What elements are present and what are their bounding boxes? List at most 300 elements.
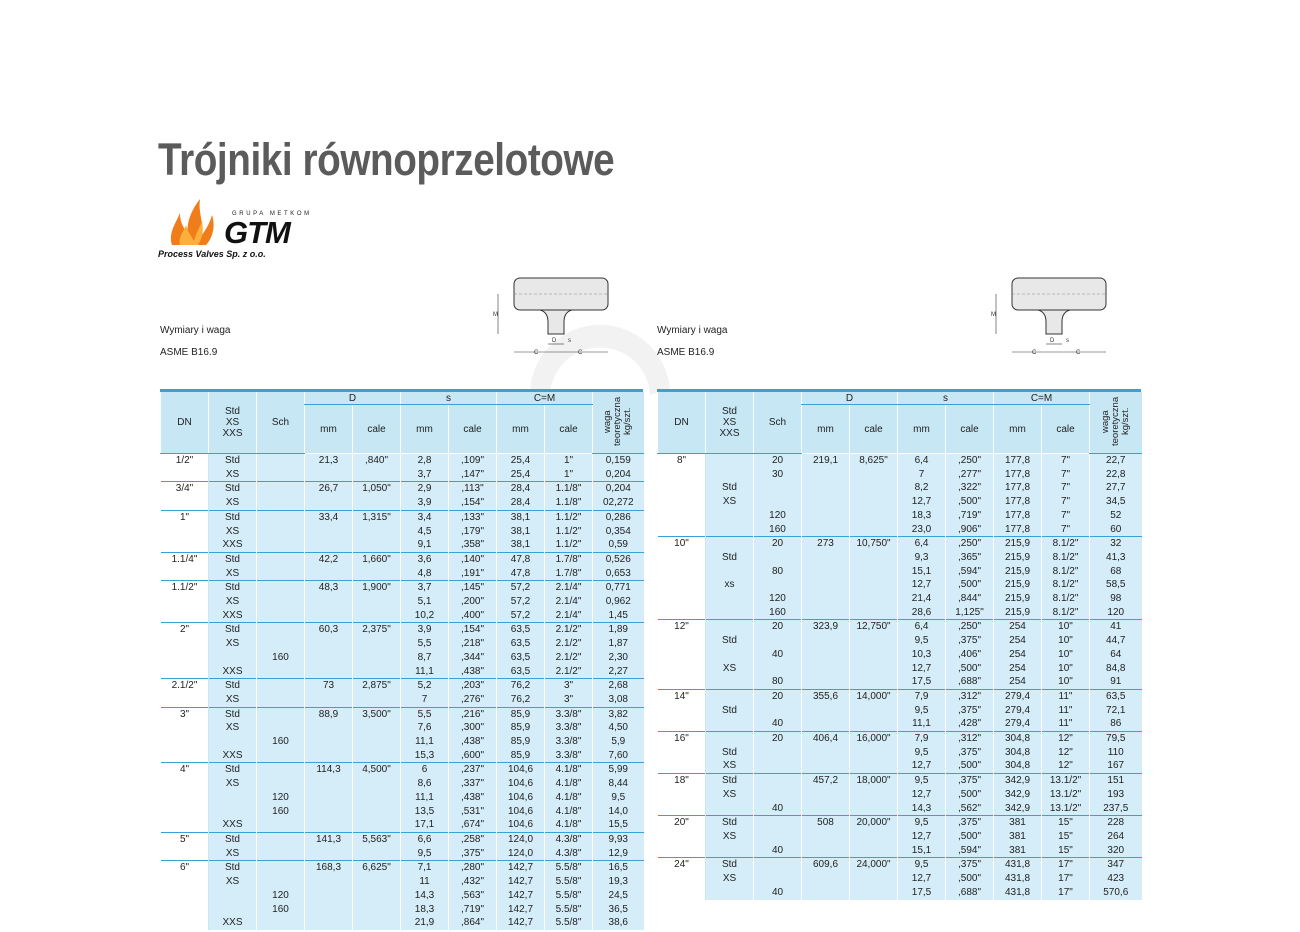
cell-sch xyxy=(257,510,305,524)
cell-cm-mm: 215,9 xyxy=(994,537,1042,551)
cell-s-mm: 17,5 xyxy=(898,675,946,689)
cell-s-cale: ,216" xyxy=(449,707,497,721)
cell-dn: 1.1/2" xyxy=(161,581,209,623)
cell-sch xyxy=(754,746,802,760)
cell-s-mm: 8,7 xyxy=(401,651,449,665)
cell-d-cale xyxy=(850,634,898,648)
cell-s-cale: ,140" xyxy=(449,552,497,566)
flame-icon xyxy=(166,193,226,249)
table-row xyxy=(658,592,1142,606)
cell-d-cale xyxy=(850,886,898,900)
cell-sch xyxy=(257,525,305,539)
cell-cm-cale: 1.1/8" xyxy=(545,482,593,496)
table-row xyxy=(161,875,644,889)
cell-d-mm xyxy=(802,592,850,606)
cell-d-mm xyxy=(802,565,850,579)
cell-std-class: XS xyxy=(209,525,257,539)
cell-dn: 2.1/2" xyxy=(161,679,209,707)
cell-sch xyxy=(257,609,305,623)
cell-sch xyxy=(257,552,305,566)
cell-cm-mm: 304,8 xyxy=(994,746,1042,760)
cell-std-class xyxy=(706,592,754,606)
cell-cm-mm: 431,8 xyxy=(994,872,1042,886)
cell-sch: 20 xyxy=(754,732,802,746)
cell-std-class: Std xyxy=(706,551,754,565)
cell-d-mm xyxy=(305,637,353,651)
cell-d-mm xyxy=(802,872,850,886)
diagram-m-label: M xyxy=(991,312,996,318)
cell-s-cale: ,280" xyxy=(449,861,497,875)
diagram-c-label-2: C xyxy=(1076,350,1081,356)
cell-d-mm: 88,9 xyxy=(305,707,353,721)
cell-s-mm: 3,9 xyxy=(401,496,449,510)
cell-d-cale xyxy=(353,916,401,930)
cell-cm-cale: 1.7/8" xyxy=(545,567,593,581)
cell-cm-cale: 1.1/2" xyxy=(545,510,593,524)
cell-weight: 24,5 xyxy=(593,889,644,903)
table-row xyxy=(658,537,1142,551)
cell-cm-mm: 57,2 xyxy=(497,581,545,595)
cell-s-cale: ,500" xyxy=(946,662,994,676)
cell-weight: 228 xyxy=(1090,816,1142,830)
cell-s-cale: ,438" xyxy=(449,735,497,749)
cell-cm-cale: 2.1/4" xyxy=(545,609,593,623)
table-row xyxy=(161,496,644,510)
cell-weight: 63,5 xyxy=(1090,689,1142,703)
cell-std-class: Std xyxy=(209,510,257,524)
cell-d-mm xyxy=(802,662,850,676)
cell-sch xyxy=(257,749,305,763)
table-row xyxy=(658,816,1142,830)
cell-weight: 7,60 xyxy=(593,749,644,763)
cell-s-cale: ,375" xyxy=(946,704,994,718)
cell-cm-cale: 7" xyxy=(1042,509,1090,523)
cell-cm-mm: 85,9 xyxy=(497,749,545,763)
cell-cm-mm: 124,0 xyxy=(497,847,545,861)
cell-weight: 2,30 xyxy=(593,651,644,665)
cell-d-mm xyxy=(802,634,850,648)
cell-std-class xyxy=(706,717,754,731)
cell-weight: 2,68 xyxy=(593,679,644,693)
cell-d-mm xyxy=(305,595,353,609)
cell-s-cale: ,400" xyxy=(449,609,497,623)
cell-std-class: Std xyxy=(209,832,257,846)
cell-s-cale: ,133" xyxy=(449,510,497,524)
cell-cm-cale: 13.1/2" xyxy=(1042,802,1090,816)
cell-sch xyxy=(754,704,802,718)
cell-s-cale: ,375" xyxy=(946,746,994,760)
cell-dn: 1" xyxy=(161,510,209,552)
table-row xyxy=(161,903,644,917)
cell-std-class xyxy=(706,565,754,579)
table-row xyxy=(658,830,1142,844)
cell-sch xyxy=(257,637,305,651)
cell-sch: 40 xyxy=(754,717,802,731)
cell-d-mm xyxy=(305,721,353,735)
table-row xyxy=(658,704,1142,718)
cell-d-cale: 10,750" xyxy=(850,537,898,551)
cell-s-cale: ,365" xyxy=(946,551,994,565)
header-dn: DN xyxy=(658,392,706,454)
cell-cm-cale: 1.1/2" xyxy=(545,525,593,539)
cell-std-class xyxy=(706,523,754,537)
cell-d-cale xyxy=(353,889,401,903)
cell-weight: 64 xyxy=(1090,648,1142,662)
cell-s-mm: 6,4 xyxy=(898,537,946,551)
cell-d-mm xyxy=(305,916,353,930)
cell-cm-mm: 76,2 xyxy=(497,679,545,693)
cell-d-cale: 4,500" xyxy=(353,763,401,777)
cell-cm-cale: 11" xyxy=(1042,717,1090,731)
cell-weight: 0,653 xyxy=(593,567,644,581)
cell-weight: 167 xyxy=(1090,759,1142,773)
cell-sch: 80 xyxy=(754,565,802,579)
cell-weight: 22,7 xyxy=(1090,454,1142,468)
cell-sch xyxy=(257,763,305,777)
cell-weight: 60 xyxy=(1090,523,1142,537)
header-s-cale: cale xyxy=(449,405,497,454)
cell-s-cale: ,322" xyxy=(946,481,994,495)
cell-s-mm: 3,6 xyxy=(401,552,449,566)
cell-std-class: XS xyxy=(209,693,257,707)
cell-cm-mm: 177,8 xyxy=(994,523,1042,537)
cell-weight: 4,50 xyxy=(593,721,644,735)
cell-d-cale: 3,500" xyxy=(353,707,401,721)
cell-d-mm xyxy=(305,805,353,819)
cell-cm-mm: 381 xyxy=(994,816,1042,830)
cell-dn: 8" xyxy=(658,454,706,537)
cell-cm-cale: 4.1/8" xyxy=(545,777,593,791)
cell-sch: 160 xyxy=(257,735,305,749)
cell-d-mm xyxy=(305,735,353,749)
cell-sch: 40 xyxy=(754,886,802,900)
cell-cm-cale: 12" xyxy=(1042,746,1090,760)
cell-weight: 41,3 xyxy=(1090,551,1142,565)
cell-weight: 16,5 xyxy=(593,861,644,875)
cell-cm-cale: 8.1/2" xyxy=(1042,592,1090,606)
cell-d-mm xyxy=(802,844,850,858)
cell-cm-cale: 8.1/2" xyxy=(1042,551,1090,565)
cell-cm-cale: 1.1/8" xyxy=(545,496,593,510)
cell-cm-cale: 3.3/8" xyxy=(545,707,593,721)
cell-d-cale xyxy=(850,746,898,760)
cell-s-mm: 5,2 xyxy=(401,679,449,693)
cell-cm-cale: 10" xyxy=(1042,634,1090,648)
cell-s-mm: 5,1 xyxy=(401,595,449,609)
cell-s-mm: 6,4 xyxy=(898,620,946,634)
cell-cm-cale: 4.3/8" xyxy=(545,847,593,861)
cell-sch xyxy=(754,759,802,773)
cell-weight: 570,6 xyxy=(1090,886,1142,900)
table-row xyxy=(161,595,644,609)
table-row xyxy=(658,662,1142,676)
cell-s-cale: ,250" xyxy=(946,537,994,551)
cell-cm-cale: 4.1/8" xyxy=(545,763,593,777)
cell-sch xyxy=(257,567,305,581)
cell-cm-cale: 4.3/8" xyxy=(545,832,593,846)
cell-d-cale: 8,625" xyxy=(850,454,898,468)
cell-cm-mm: 381 xyxy=(994,830,1042,844)
cell-s-mm: 15,1 xyxy=(898,565,946,579)
cell-weight: 0,59 xyxy=(593,538,644,552)
cell-s-cale: ,375" xyxy=(946,816,994,830)
cell-sch xyxy=(754,551,802,565)
cell-weight: 38,6 xyxy=(593,916,644,930)
cell-s-mm: 13,5 xyxy=(401,805,449,819)
cell-s-mm: 11,1 xyxy=(898,717,946,731)
table-row xyxy=(658,759,1142,773)
cell-s-cale: ,562" xyxy=(946,802,994,816)
cell-s-cale: ,191" xyxy=(449,567,497,581)
cell-cm-mm: 63,5 xyxy=(497,651,545,665)
cell-std-class xyxy=(209,735,257,749)
cell-cm-cale: 17" xyxy=(1042,886,1090,900)
cell-d-mm xyxy=(305,791,353,805)
table-row xyxy=(161,525,644,539)
cell-weight: 22,8 xyxy=(1090,468,1142,482)
cell-sch xyxy=(754,858,802,872)
header-s: s xyxy=(898,392,994,405)
cell-weight: 2,27 xyxy=(593,665,644,679)
cell-sch: 40 xyxy=(754,844,802,858)
cell-cm-cale: 13.1/2" xyxy=(1042,774,1090,788)
header-cm-cale: cale xyxy=(545,405,593,454)
cell-sch: 160 xyxy=(754,523,802,537)
cell-d-mm xyxy=(802,551,850,565)
cell-weight: 0,354 xyxy=(593,525,644,539)
cell-s-cale: ,688" xyxy=(946,675,994,689)
diagram-c-label-2: C xyxy=(578,350,583,356)
cell-cm-cale: 10" xyxy=(1042,662,1090,676)
cell-std-class: XXS xyxy=(209,916,257,930)
cell-std-class xyxy=(706,844,754,858)
cell-weight: 27,7 xyxy=(1090,481,1142,495)
cell-dn: 3" xyxy=(161,707,209,763)
table-row xyxy=(161,805,644,819)
cell-s-mm: 5,5 xyxy=(401,707,449,721)
cell-cm-cale: 1.7/8" xyxy=(545,552,593,566)
cell-d-mm xyxy=(802,717,850,731)
cell-cm-mm: 431,8 xyxy=(994,886,1042,900)
cell-cm-mm: 215,9 xyxy=(994,592,1042,606)
cell-d-cale xyxy=(850,578,898,592)
cell-s-mm: 9,5 xyxy=(898,858,946,872)
cell-s-cale: ,300" xyxy=(449,721,497,735)
cell-cm-cale: 15" xyxy=(1042,830,1090,844)
cell-d-mm xyxy=(802,759,850,773)
cell-dn: 1/2" xyxy=(161,454,209,482)
cell-sch xyxy=(257,875,305,889)
table-row xyxy=(161,832,644,846)
left-caption-dimensions: Wymiary i waga xyxy=(160,325,231,336)
cell-d-mm xyxy=(305,777,353,791)
cell-d-cale xyxy=(353,567,401,581)
diagram-m-label: M xyxy=(493,312,498,318)
cell-cm-cale: 4.1/8" xyxy=(545,791,593,805)
cell-cm-mm: 142,7 xyxy=(497,875,545,889)
cell-s-mm: 9,3 xyxy=(898,551,946,565)
cell-d-cale xyxy=(850,523,898,537)
cell-cm-mm: 47,8 xyxy=(497,552,545,566)
cell-cm-cale: 2.1/2" xyxy=(545,651,593,665)
cell-s-mm: 17,5 xyxy=(898,886,946,900)
cell-d-cale: 18,000" xyxy=(850,774,898,788)
cell-weight: 3,08 xyxy=(593,693,644,707)
cell-d-cale xyxy=(353,735,401,749)
diagram-c-label-1: C xyxy=(534,350,539,356)
cell-cm-cale: 2.1/2" xyxy=(545,623,593,637)
cell-s-mm: 5,5 xyxy=(401,637,449,651)
table-row xyxy=(161,889,644,903)
cell-s-cale: ,500" xyxy=(946,495,994,509)
cell-std-class: XXS xyxy=(209,665,257,679)
cell-d-mm xyxy=(802,468,850,482)
cell-d-cale xyxy=(850,592,898,606)
cell-sch xyxy=(257,665,305,679)
cell-s-cale: ,109" xyxy=(449,454,497,468)
cell-d-cale xyxy=(850,802,898,816)
cell-s-mm: 7 xyxy=(401,693,449,707)
cell-d-cale xyxy=(353,538,401,552)
cell-d-cale xyxy=(353,609,401,623)
cell-d-cale xyxy=(850,606,898,620)
cell-cm-mm: 57,2 xyxy=(497,609,545,623)
cell-std-class xyxy=(706,689,754,703)
right-caption-standard: ASME B16.9 xyxy=(657,347,715,358)
cell-dn: 2" xyxy=(161,623,209,679)
cell-cm-cale: 17" xyxy=(1042,872,1090,886)
header-d: D xyxy=(305,392,401,405)
cell-s-mm: 11,1 xyxy=(401,791,449,805)
cell-s-mm: 12,7 xyxy=(898,759,946,773)
cell-s-mm: 9,5 xyxy=(898,634,946,648)
cell-d-cale xyxy=(353,749,401,763)
cell-d-mm xyxy=(305,693,353,707)
cell-sch xyxy=(754,788,802,802)
left-dimensions-table xyxy=(160,392,644,930)
cell-weight: 320 xyxy=(1090,844,1142,858)
diagram-s-label: s xyxy=(1066,338,1069,344)
cell-d-cale: 1,660" xyxy=(353,552,401,566)
table-row xyxy=(161,637,644,651)
cell-d-cale xyxy=(353,496,401,510)
cell-weight: 110 xyxy=(1090,746,1142,760)
header-dn: DN xyxy=(161,392,209,454)
cell-s-cale: ,594" xyxy=(946,565,994,579)
cell-std-class: Std xyxy=(209,623,257,637)
table-row xyxy=(161,454,644,468)
right-caption-dimensions: Wymiary i waga xyxy=(657,325,728,336)
cell-d-cale: 12,750" xyxy=(850,620,898,634)
cell-s-cale: ,250" xyxy=(946,454,994,468)
cell-d-cale xyxy=(850,872,898,886)
cell-cm-mm: 104,6 xyxy=(497,763,545,777)
cell-d-cale xyxy=(850,495,898,509)
header-d-cale: cale xyxy=(850,405,898,454)
cell-std-class: Std xyxy=(209,552,257,566)
cell-s-cale: ,500" xyxy=(946,578,994,592)
cell-cm-cale: 15" xyxy=(1042,844,1090,858)
cell-cm-mm: 63,5 xyxy=(497,623,545,637)
cell-cm-mm: 342,9 xyxy=(994,774,1042,788)
cell-weight: 02,272 xyxy=(593,496,644,510)
cell-cm-mm: 25,4 xyxy=(497,454,545,468)
cell-cm-mm: 142,7 xyxy=(497,903,545,917)
cell-d-cale xyxy=(353,721,401,735)
cell-cm-cale: 7" xyxy=(1042,454,1090,468)
cell-dn: 4" xyxy=(161,763,209,833)
cell-s-cale: ,312" xyxy=(946,689,994,703)
cell-s-mm: 4,8 xyxy=(401,567,449,581)
cell-cm-mm: 63,5 xyxy=(497,665,545,679)
cell-weight: 19,3 xyxy=(593,875,644,889)
cell-s-mm: 12,7 xyxy=(898,495,946,509)
cell-s-mm: 15,3 xyxy=(401,749,449,763)
cell-std-class: XS xyxy=(706,495,754,509)
table-row xyxy=(161,482,644,496)
cell-d-cale xyxy=(850,704,898,718)
cell-cm-mm: 254 xyxy=(994,620,1042,634)
cell-cm-cale: 7" xyxy=(1042,481,1090,495)
cell-s-mm: 2,9 xyxy=(401,482,449,496)
cell-cm-mm: 142,7 xyxy=(497,861,545,875)
cell-s-mm: 8,2 xyxy=(898,481,946,495)
cell-std-class: XXS xyxy=(209,609,257,623)
cell-s-cale: ,688" xyxy=(946,886,994,900)
cell-cm-mm: 177,8 xyxy=(994,468,1042,482)
cell-s-cale: ,203" xyxy=(449,679,497,693)
table-row xyxy=(161,468,644,482)
cell-sch: 120 xyxy=(754,592,802,606)
cell-std-class: Std xyxy=(209,707,257,721)
table-row xyxy=(161,510,644,524)
cell-s-cale: ,406" xyxy=(946,648,994,662)
table-row xyxy=(161,916,644,930)
cell-cm-mm: 177,8 xyxy=(994,495,1042,509)
cell-sch xyxy=(257,707,305,721)
cell-s-cale: ,906" xyxy=(946,523,994,537)
cell-sch: 20 xyxy=(754,689,802,703)
cell-sch xyxy=(754,578,802,592)
cell-s-mm: 9,5 xyxy=(898,816,946,830)
cell-weight: 0,204 xyxy=(593,468,644,482)
right-table-body xyxy=(658,454,1142,900)
cell-d-mm xyxy=(305,567,353,581)
table-row xyxy=(161,777,644,791)
cell-d-cale xyxy=(850,509,898,523)
cell-cm-cale: 15" xyxy=(1042,816,1090,830)
cell-d-mm: 609,6 xyxy=(802,858,850,872)
header-d-cale: cale xyxy=(353,405,401,454)
cell-cm-cale: 11" xyxy=(1042,704,1090,718)
logo-brand-text: GTM xyxy=(224,215,290,250)
diagram-d-label: D xyxy=(552,338,557,344)
cell-d-mm: 219,1 xyxy=(802,454,850,468)
table-row xyxy=(658,551,1142,565)
cell-s-mm: 9,1 xyxy=(401,538,449,552)
cell-s-cale: ,113" xyxy=(449,482,497,496)
cell-cm-mm: 215,9 xyxy=(994,565,1042,579)
cell-cm-cale: 1.1/2" xyxy=(545,538,593,552)
cell-s-mm: 12,7 xyxy=(898,578,946,592)
cell-weight: 0,771 xyxy=(593,581,644,595)
cell-weight: 58,5 xyxy=(1090,578,1142,592)
cell-d-mm xyxy=(802,788,850,802)
cell-cm-mm: 104,6 xyxy=(497,777,545,791)
cell-weight: 423 xyxy=(1090,872,1142,886)
cell-sch xyxy=(257,679,305,693)
cell-d-cale xyxy=(353,777,401,791)
